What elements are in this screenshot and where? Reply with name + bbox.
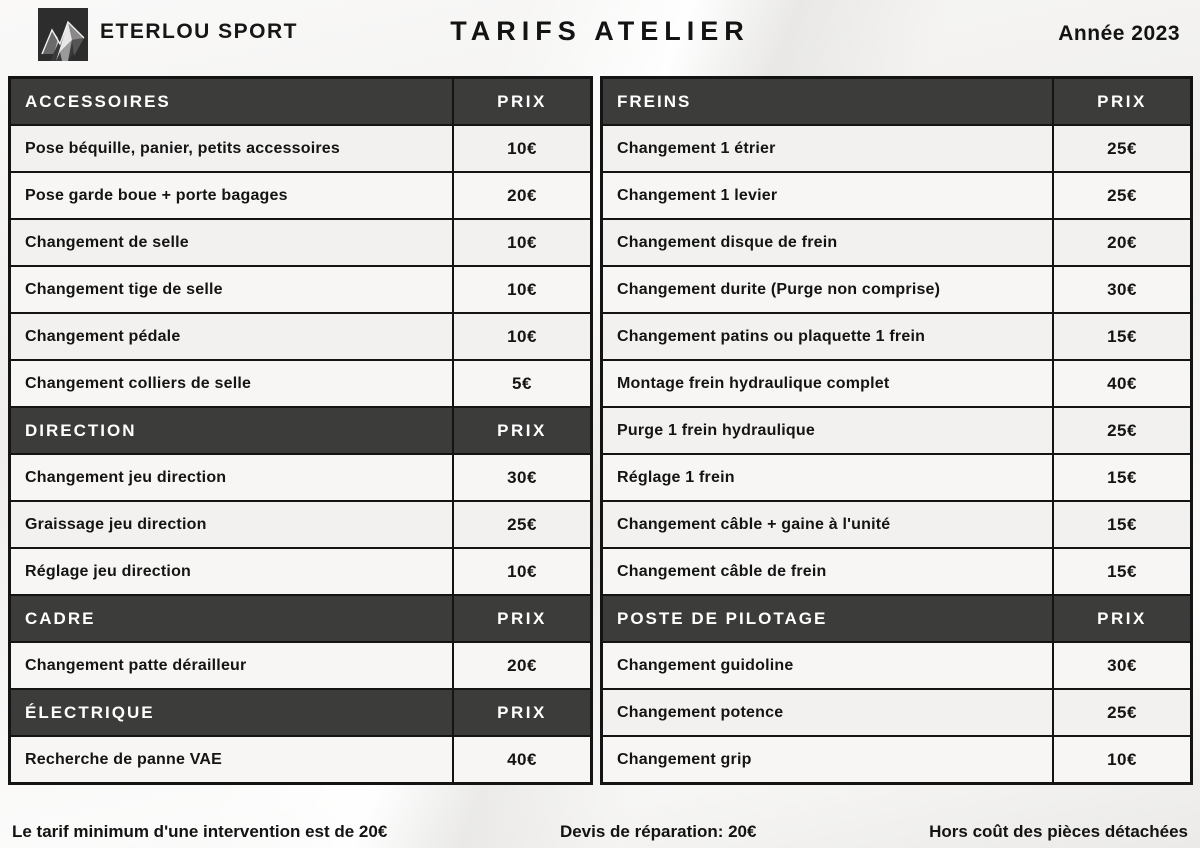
table-row — [11, 737, 590, 782]
price-column-header: PRIX — [452, 79, 590, 124]
table-row — [11, 314, 590, 359]
table-row — [11, 549, 590, 594]
section-title: FREINS — [617, 91, 692, 111]
service-label: Changement jeu direction — [25, 468, 227, 486]
footer-note-minimum: Le tarif minimum d'une intervention est de 20€ — [12, 822, 388, 841]
price-value: 10€ — [452, 549, 590, 594]
table-row — [11, 173, 590, 218]
table-row — [603, 455, 1190, 500]
table-row — [11, 502, 590, 547]
price-value: 15€ — [1052, 314, 1190, 359]
section-header-row — [11, 596, 590, 641]
footer-note-devis: Devis de réparation: 20€ — [559, 822, 757, 841]
service-label: Changement 1 étrier — [617, 139, 776, 157]
service-label: Réglage jeu direction — [25, 562, 192, 580]
table-row — [603, 690, 1190, 735]
service-label: Changement tige de selle — [25, 280, 223, 298]
service-label: Purge 1 frein hydraulique — [617, 421, 815, 439]
table-row — [603, 126, 1190, 171]
service-label: Changement potence — [617, 703, 784, 721]
service-label: Changement 1 levier — [617, 186, 778, 204]
price-value: 25€ — [452, 502, 590, 547]
page-title: TARIFS ATELIER — [450, 16, 750, 46]
service-label: Changement guidoline — [617, 656, 794, 674]
price-value: 30€ — [1052, 643, 1190, 688]
service-label: Changement câble de frein — [617, 562, 827, 580]
section-title: POSTE DE PILOTAGE — [617, 608, 828, 628]
table-row — [603, 502, 1190, 547]
section-header-row — [11, 690, 590, 735]
section-title: ACCESSOIRES — [25, 91, 171, 111]
section-header-row — [603, 79, 1190, 124]
service-label: Pose garde boue + porte bagages — [25, 186, 288, 204]
price-table-right — [600, 76, 1193, 785]
price-value: 15€ — [1052, 455, 1190, 500]
price-value: 10€ — [452, 220, 590, 265]
service-label: Changement câble + gaine à l'unité — [617, 515, 891, 533]
price-value: 20€ — [452, 173, 590, 218]
footer-notes — [0, 822, 1200, 842]
price-value: 10€ — [452, 314, 590, 359]
table-row — [603, 643, 1190, 688]
price-value: 25€ — [1052, 408, 1190, 453]
table-row — [603, 737, 1190, 782]
price-value: 25€ — [1052, 690, 1190, 735]
table-row — [11, 220, 590, 265]
service-label: Recherche de panne VAE — [25, 750, 223, 768]
price-value: 20€ — [1052, 220, 1190, 265]
service-label: Réglage 1 frein — [617, 468, 735, 486]
price-value: 10€ — [1052, 737, 1190, 782]
table-row — [603, 361, 1190, 406]
table-row — [603, 220, 1190, 265]
service-label: Changement durite (Purge non comprise) — [617, 280, 941, 298]
section-header-row — [11, 79, 590, 124]
price-value: 5€ — [452, 361, 590, 406]
section-header-row — [11, 408, 590, 453]
price-column-header: PRIX — [1052, 596, 1190, 641]
price-column-header: PRIX — [452, 408, 590, 453]
table-row — [11, 267, 590, 312]
price-value: 40€ — [1052, 361, 1190, 406]
price-value: 30€ — [1052, 267, 1190, 312]
table-row — [11, 643, 590, 688]
price-value: 15€ — [1052, 502, 1190, 547]
price-value: 10€ — [452, 267, 590, 312]
brand-name: ETERLOU SPORT — [100, 20, 299, 43]
section-header-row — [603, 596, 1190, 641]
table-row — [603, 549, 1190, 594]
price-value: 15€ — [1052, 549, 1190, 594]
service-label: Pose béquille, panier, petits accessoires — [25, 139, 341, 157]
service-label: Changement de selle — [25, 233, 189, 251]
price-column-header: PRIX — [452, 690, 590, 735]
service-label: Graissage jeu direction — [25, 515, 207, 533]
footer-note-pieces: Hors coût des pièces détachées — [929, 822, 1188, 841]
table-row — [603, 408, 1190, 453]
price-value: 20€ — [452, 643, 590, 688]
price-table-left — [8, 76, 593, 785]
service-label: Changement disque de frein — [617, 233, 838, 251]
service-label: Changement grip — [617, 750, 752, 768]
price-value: 25€ — [1052, 126, 1190, 171]
service-label: Changement colliers de selle — [25, 374, 252, 392]
table-row — [603, 314, 1190, 359]
service-label: Changement patte dérailleur — [25, 656, 247, 674]
section-title: ÉLECTRIQUE — [25, 702, 155, 722]
service-label: Changement pédale — [25, 327, 181, 345]
table-row — [11, 361, 590, 406]
table-row — [603, 173, 1190, 218]
price-value: 30€ — [452, 455, 590, 500]
price-value: 25€ — [1052, 173, 1190, 218]
table-row — [11, 126, 590, 171]
price-value: 40€ — [452, 737, 590, 782]
price-column-header: PRIX — [1052, 79, 1190, 124]
table-row — [11, 455, 590, 500]
section-title: CADRE — [25, 608, 96, 628]
price-column-header: PRIX — [452, 596, 590, 641]
price-value: 10€ — [452, 126, 590, 171]
service-label: Montage frein hydraulique complet — [617, 374, 890, 392]
year-label: Année 2023 — [1058, 22, 1180, 45]
section-title: DIRECTION — [25, 420, 137, 440]
service-label: Changement patins ou plaquette 1 frein — [617, 327, 926, 345]
table-row — [603, 267, 1190, 312]
